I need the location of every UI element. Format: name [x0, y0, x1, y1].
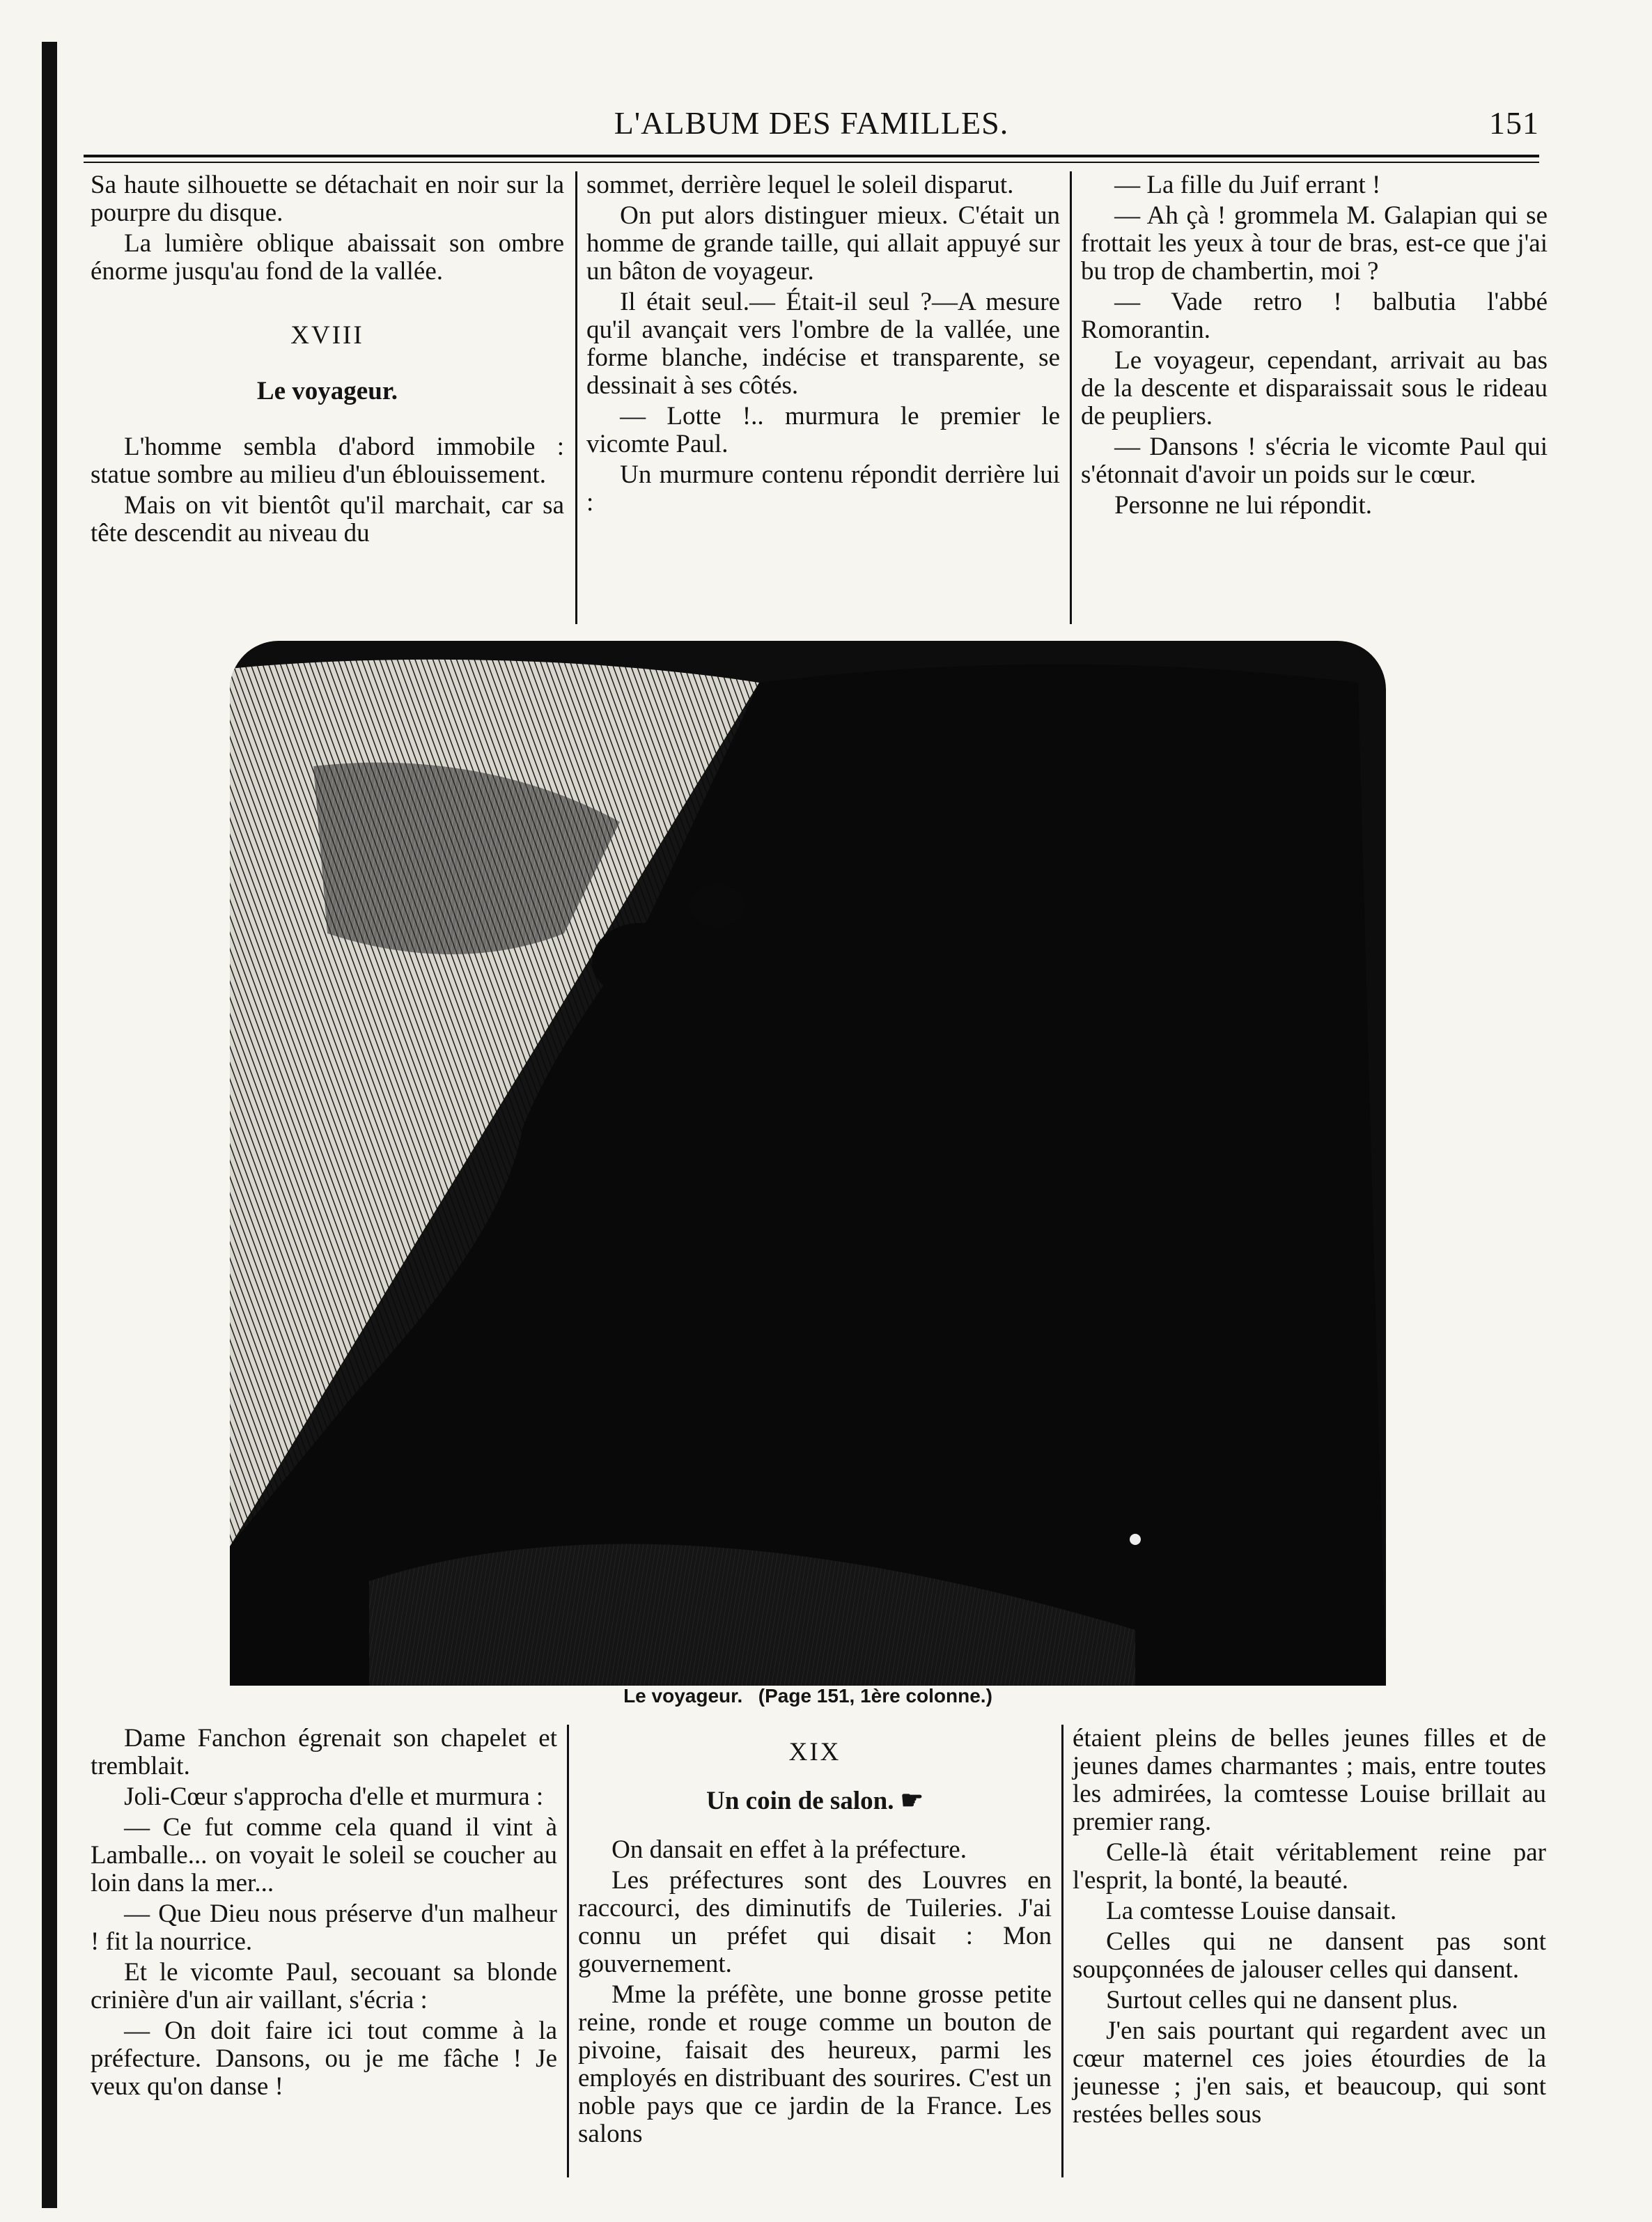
section-number: XIX: [788, 1738, 841, 1766]
paragraph: Et le vicomte Paul, secouant sa blonde crinière d'un air vaillant, s'écria :: [91, 1958, 557, 2014]
running-header: [84, 98, 1539, 153]
header-rule-thin: [84, 162, 1539, 163]
paragraph: Le voyageur, cependant, arrivait au bas de la descente et disparaissait sous le rideau de peupliers.: [1081, 346, 1548, 430]
column-divider: [575, 171, 577, 624]
paragraph: On put alors distinguer mieux. C'était un homme de grande taille, qui allait appuyé sur un bâton de voyageur.: [586, 201, 1060, 286]
top-column-2: [586, 171, 1060, 520]
pointing-hand-icon: ☛: [900, 1787, 924, 1815]
engraving-drawing: [230, 641, 1386, 1686]
paragraph: Dame Fanchon égrenait son chapelet et tremblait.: [91, 1724, 557, 1780]
paragraph: — On doit faire ici tout comme à la préfecture. Dansons, ou je me fâche ! Je veux qu'on danse !: [91, 2017, 557, 2101]
paragraph: — Vade retro ! balbutia l'abbé Romorantin.: [1081, 288, 1548, 344]
paragraph: Sa haute silhouette se détachait en noir sur la pourpre du disque.: [91, 171, 564, 227]
page-number: 151: [1489, 105, 1539, 141]
caption-title: Le voyageur.: [623, 1685, 743, 1707]
paragraph: — La fille du Juif errant !: [1114, 171, 1381, 199]
paragraph: — Ah çà ! grommela M. Galapian qui se frottait les yeux à tour de bras, est-ce que j'ai bu trop de chambertin, moi ?: [1081, 201, 1548, 286]
paragraph: Les préfectures sont des Louvres en raccourci, des diminutifs de Tuileries. J'ai connu un préfet qui disait : Mon gouvernement.: [578, 1866, 1052, 1978]
top-column-1: [91, 171, 564, 550]
paragraph: Joli-Cœur s'approcha d'elle et murmura :: [124, 1782, 544, 1811]
paragraph: Personne ne lui répondit.: [1114, 491, 1373, 520]
engraving-illustration: [230, 641, 1386, 1686]
section-title: Le voyageur.: [256, 377, 398, 405]
paragraph: — Que Dieu nous préserve d'un malheur ! fit la nourrice.: [91, 1899, 557, 1956]
paragraph: — Dansons ! s'écria le vicomte Paul qui s'étonnait d'avoir un poids sur le cœur.: [1081, 433, 1548, 489]
paragraph: sommet, derrière lequel le soleil disparut.: [586, 171, 1014, 199]
header-rule: [84, 155, 1539, 157]
paragraph: Celle-là était véritablement reine par l'esprit, la bonté, la beauté.: [1073, 1838, 1546, 1895]
top-column-3: [1081, 171, 1548, 522]
paragraph: Celles qui ne dansent pas sont soupçonnées de jalouser celles qui dansent.: [1073, 1927, 1546, 1984]
journal-title: L'ALBUM DES FAMILLES.: [614, 105, 1009, 141]
paragraph: Mme la préfète, une bonne grosse petite reine, ronde et rouge comme un bouton de pivoine, faisait des heureux, parmi les employés en distribuant des sourires. C'est un noble pays que ce jardin de la France. Les salons: [578, 1980, 1052, 2148]
section-title-text: Un coin de salon.: [706, 1787, 894, 1815]
column-divider: [1061, 1725, 1063, 2177]
bottom-column-2: [578, 1725, 1052, 2151]
paragraph: — Lotte !.. murmura le premier le vicomte Paul.: [586, 402, 1060, 458]
page-edge-bar: [42, 42, 57, 2208]
figure-caption: [230, 1684, 1386, 1708]
paragraph: J'en sais pourtant qui regardent avec un cœur maternel ces joies étourdies de la jeunesse ; j'en sais, et beaucoup, qui sont restées belles sous: [1073, 2017, 1546, 2129]
paragraph: étaient pleins de belles jeunes filles et de jeunes dames charmantes ; mais, entre toutes les admirées, la comtesse Louise brillait au premier rang.: [1073, 1724, 1546, 1836]
paragraph: Un murmure contenu répondit derrière lui :: [586, 460, 1060, 517]
section-number: XVIII: [290, 321, 364, 350]
paragraph: Mais on vit bientôt qu'il marchait, car sa tête descendit au niveau du: [91, 491, 564, 547]
paragraph: La comtesse Louise dansait.: [1106, 1897, 1397, 1925]
bottom-column-3: [1073, 1725, 1546, 2131]
column-divider: [1070, 171, 1072, 624]
paragraph: Surtout celles qui ne dansent plus.: [1106, 1986, 1458, 2014]
paragraph: — Ce fut comme cela quand il vint à Lamballe... on voyait le soleil se coucher au loin dans la mer...: [91, 1813, 557, 1897]
paragraph: L'homme sembla d'abord immobile : statue sombre au milieu d'un éblouissement.: [91, 433, 564, 489]
bottom-column-1: [91, 1725, 557, 2104]
paragraph: On dansait en effet à la préfecture.: [611, 1835, 967, 1864]
column-divider: [567, 1725, 569, 2177]
section-title: [578, 1787, 1052, 1815]
caption-reference: (Page 151, 1ère colonne.): [758, 1685, 992, 1707]
paragraph: Il était seul.— Était-il seul ?—A mesure qu'il avançait vers l'ombre de la vallée, une forme blanche, indécise et transparente, se dessinait à ses côtés.: [586, 288, 1060, 400]
paragraph: La lumière oblique abaissait son ombre énorme jusqu'au fond de la vallée.: [91, 229, 564, 286]
